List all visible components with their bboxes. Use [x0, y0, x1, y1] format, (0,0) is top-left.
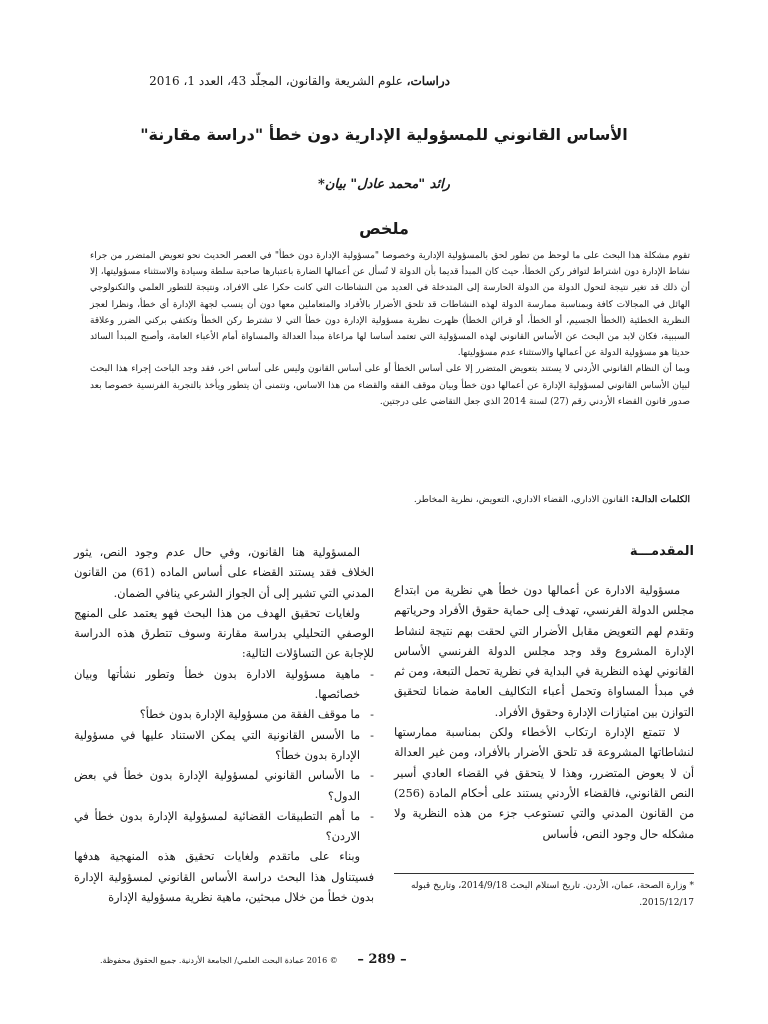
paper-title: الأساس القانوني للمسؤولية الإدارية دون خطأ "دراسة مقارنة": [140, 125, 628, 144]
list-item: - ماهية مسؤولية الادارة بدون خطأ وتطور نشأتها وبيان خصائصها.: [74, 665, 374, 706]
body-paragraph: مسؤولية الادارة عن أعمالها دون خطأ هي نظرية من ابتداع مجلس الدولة الفرنسي، تهدف إلى حماية حقوق الأفراد وحرياتهم وتقدم لهم التعويض مقابل الأضرار التي لحقت بهم نتيجة لنشاط الإدارة المشروع وقد وجد مجلس الدولة الفرنسي الأساس القانوني لهذه النظرية في البداية في نظرية تحمل التبعة، ومن ثم في مبدأ المساواة وتحمل أعباء التكاليف العامة ضمانا لتحقيق التوازن بين امتيازات الإدارة وحقوق الأفراد.: [394, 584, 694, 719]
second-column: [74, 543, 374, 908]
keywords-text: القانون الاداري، القضاء الاداري، التعويض، نظرية المخاطر.: [413, 495, 632, 505]
copyright-notice: © 2016 عمادة البحث العلمي/ الجامعة الأردنية. جميع الحقوق محفوظة.: [100, 956, 338, 965]
author-name: رائد "محمد عادل" بيان*: [318, 177, 450, 192]
journal-citation: علوم الشريعة والقانون، المجلّد 43، العدد 1، 2016: [149, 74, 407, 88]
journal-name: دراسات،: [406, 74, 450, 88]
footnote: * وزارة الصحة، عمان، الأردن. تاريخ استلام البحث 2014/9/18، وتاريخ قبوله 2015/12/17.: [410, 881, 694, 908]
body-paragraph: ولغايات تحقيق الهدف من هذا البحث فهو يعتمد على المنهج الوصفي التحليلي بدراسة مقارنة وسوف تتطرق هذه الدراسة للإجابة عن التساؤلات التالية:: [74, 606, 374, 661]
abstract-paragraph: وبما أن النظام القانوني الأردني لا يستند بتعويض المتضرر إلا على أساس الخطأ أو على أساس القانون وليس على أساس اخر، فقد وجد الباحث إجراء هذا البحث لبيان الأساس القانوني لمسؤولية الإدارة عن أعمالها دون خطأ وبيان موقف الفقه والقضاء من هذا الاساس، ونتمنى أن يتطور ويأخذ بالتجربة الفرنسية خصوصا بعد صدور قانون القضاء الأردني رقم (27) لسنة 2014 الذي جعل التقاضي على درجتين.: [90, 364, 690, 407]
body-paragraph: المسؤولية هنا القانون، وفي حال عدم وجود النص، يثور الخلاف فقد يستند القضاء على أساس الماده (61) من القانون المدني التي تشير إلى أن الجواز الشرعي ينافي الضمان.: [74, 546, 374, 600]
abstract-paragraph: تقوم مشكلة هذا البحث على ما لوحظ من تطور لحق بالمسؤولية الإدارية وخصوصا "مسؤولية الإدارة دون خطأ" في العصر الحديث نحو تعويض المتضرر من جراء نشاط الإدارة دون اشتراط لتوافر ركن الخطأ، حيث كان المبدأ قديما بأن الدولة لا تُسأل عن أعمالها الضارة باعتبارها صاحبة سلطة وسيادة والاستثناء مسؤوليتها، إلا أن ذلك قد تغير نتيجة لتحول الدولة من الدولة الحارسة إلى المتدخلة في العديد من النشاطات التي كانت حكرا على الافراد، ونتيجة للتطور العلمي والتكنولوجي الهائل في المجالات كافة وبمناسبة ممارسة الدولة لهذه النشاطات قد تلحق الأضرار بالأفراد والمتعاملين معها دون أن ينسب لجهة الإدارة أي خطأ، ونظرا لعجز النظرية الخطئية (الخطأ الجسيم، أو الخطأ، أو قرائن الخطأ) ظهرت نظرية مسؤولية الإدارة دون خطأ التي لا تشترط ركن الخطأ وتكتفي بركني الضرر وعلاقة السببية، فكان لابد من البحث عن الأساس القانوني لهذه المسؤولية التي تعتمد أساسا لها مراعاة مبدأ العدالة والمساواة أمام الأعباء العامة، وأصبح المبدأ السائد حديثا هو مسؤولية الدولة عن أعمالها والاستثناء عدم مسؤوليتها.: [90, 251, 690, 359]
abstract-body: [90, 248, 690, 410]
body-paragraph: وبناء على ماتقدم ولغايات تحقيق هذه المنهجية هدفها فسيتناول هذا البحث دراسة الأساس القانوني لمسؤولية الإدارة بدون خطأ من خلال مبحثين، ماهية نظرية مسؤولية الإدارة: [74, 850, 374, 905]
keywords: [90, 493, 690, 507]
keywords-label: الكلمات الدالـة:: [631, 495, 690, 505]
list-item: - ما موقف الفقة من مسؤولية الإدارة بدون خطأ؟: [74, 705, 374, 725]
page-number: – 289 –: [357, 952, 407, 967]
introduction-column: [394, 543, 694, 845]
list-item: - ما الأسس القانونية التي يمكن الاستناد عليها في مسؤولية الإدارة بدون خطأ؟: [74, 726, 374, 767]
page-footer: [0, 952, 768, 972]
footnote-divider: [394, 873, 694, 874]
research-questions-list: [74, 665, 374, 848]
list-item: - ما أهم التطبيقات القضائية لمسؤولية الإدارة بدون خطأ في الاردن؟: [74, 807, 374, 848]
abstract-heading: ملخص: [359, 219, 409, 238]
running-header: [50, 74, 450, 88]
introduction-heading: المقدمـــة: [629, 544, 694, 559]
body-paragraph: لا تتمتع الإدارة ارتكاب الأخطاء ولكن بمناسبة ممارستها لنشاطاتها المشروعة قد تلحق الأضرار بالأفراد، ومن غير العدالة أن لا يعوض المتضرر، وهذا لا يتحقق في القضاء العادي أسير النص القانوني، فالقضاء الأردني يستند على أحكام المادة (256) من القانون المدني والتي تستوعب جزء من هذه النظرية ولا مشكله حال وجود النص، فأساس: [394, 726, 694, 841]
list-item: - ما الأساس القانوني لمسؤولية الإدارة بدون خطأ في بعض الدول؟: [74, 766, 374, 807]
